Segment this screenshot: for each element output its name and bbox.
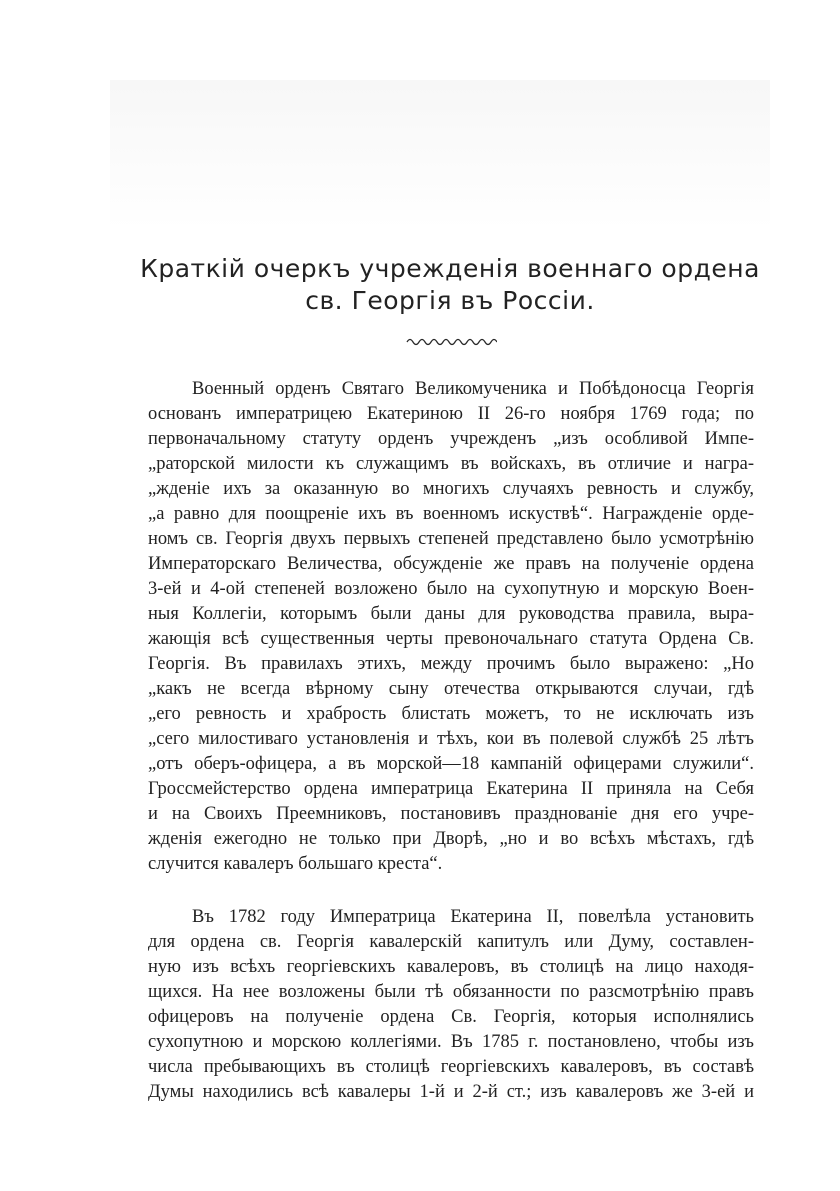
- text-line: офицеровъ на полученіе ордена Св. Георгія, которыя исполнялись: [148, 1007, 754, 1027]
- text-line: и на Своихъ Преемниковъ, постановивъ празднованіе дня его учре-: [148, 804, 754, 824]
- text-line: 3-ей и 4-ой степеней возложено было на сухопутную и морскую Воен-: [148, 579, 754, 599]
- text-line: „а равно для поощреніе ихъ въ военномъ искуствѣ“. Награжденіе орде-: [148, 504, 754, 524]
- text-line: жденія ежегодно не только при Дворѣ, „но и во всѣхъ мѣстахъ, гдѣ: [148, 829, 754, 849]
- scan-shadow: [110, 80, 770, 230]
- text-line: основанъ императрицею Екатериною II 26-го ноября 1769 года; по: [148, 404, 754, 424]
- text-line: Гроссмейстерство ордена императрица Екатерина II приняла на Себя: [148, 779, 754, 799]
- text-line: жающія всѣ существенныя черты превоночальнаго статута Ордена Св.: [148, 629, 754, 649]
- text-line: номъ св. Георгія двухъ первыхъ степеней представлено было усмотрѣнію: [148, 529, 754, 549]
- text-line: для ордена св. Георгія кавалерскій капитулъ или Думу, составлен-: [148, 932, 754, 952]
- heading-line-2: св. Георгія въ Россіи.: [305, 286, 595, 315]
- paragraph-2: [148, 905, 754, 1105]
- heading-line-1: Краткій очеркъ учрежденія военнаго ордена: [140, 254, 760, 283]
- text-line: Военный орденъ Святаго Великомученика и Побѣдоносца Георгія: [192, 379, 754, 399]
- text-line: щихся. На нее возложены были тѣ обязанности по разсмотрѣнію правъ: [148, 982, 754, 1002]
- text-line: числа пребывающихъ въ столицѣ георгіевскихъ кавалеровъ, въ составѣ: [148, 1057, 754, 1077]
- text-line: случится кавалеръ большаго креста“.: [148, 854, 443, 874]
- wavy-divider-ornament: [405, 334, 497, 348]
- text-line: „какъ не всегда вѣрному сыну отечества открываются случаи, гдѣ: [148, 679, 754, 699]
- text-line: „отъ оберъ-офицера, а въ морской—18 кампаній офицерами служили“.: [148, 754, 754, 774]
- text-line: Думы находились всѣ кавалеры 1-й и 2-й ст.; изъ кавалеровъ же 3-ей и: [148, 1082, 754, 1102]
- text-line: „жденіе ихъ за оказанную во многихъ случаяхъ ревность и службу,: [148, 479, 754, 499]
- text-line: сухопутною и морскою коллегіями. Въ 1785 г. постановлено, чтобы изъ: [148, 1032, 754, 1052]
- paragraph-1: [148, 377, 754, 877]
- text-line: ныя Коллегіи, которымъ были даны для руководства правила, выра-: [148, 604, 754, 624]
- text-line: ную изъ всѣхъ георгіевскихъ кавалеровъ, въ столицѣ на лицо находя-: [148, 957, 754, 977]
- text-line: „его ревность и храбрость блистать можетъ, то не исключать изъ: [148, 704, 754, 724]
- text-line: Георгія. Въ правилахъ этихъ, между прочимъ было выражено: „Но: [148, 654, 754, 674]
- text-line: „сего милостиваго установленія и тѣхъ, кои въ полевой службѣ 25 лѣтъ: [148, 729, 754, 749]
- text-line: первоначальному статуту орденъ учрежденъ „изъ особливой Импе-: [148, 429, 754, 449]
- text-line: Въ 1782 году Императрица Екатерина II, повелѣла установить: [192, 907, 754, 927]
- text-line: „раторской милости къ служащимъ въ войскахъ, въ отличие и награ-: [148, 454, 754, 474]
- text-line: Императорскаго Величества, обсужденіе же правъ на полученіе ордена: [148, 554, 754, 574]
